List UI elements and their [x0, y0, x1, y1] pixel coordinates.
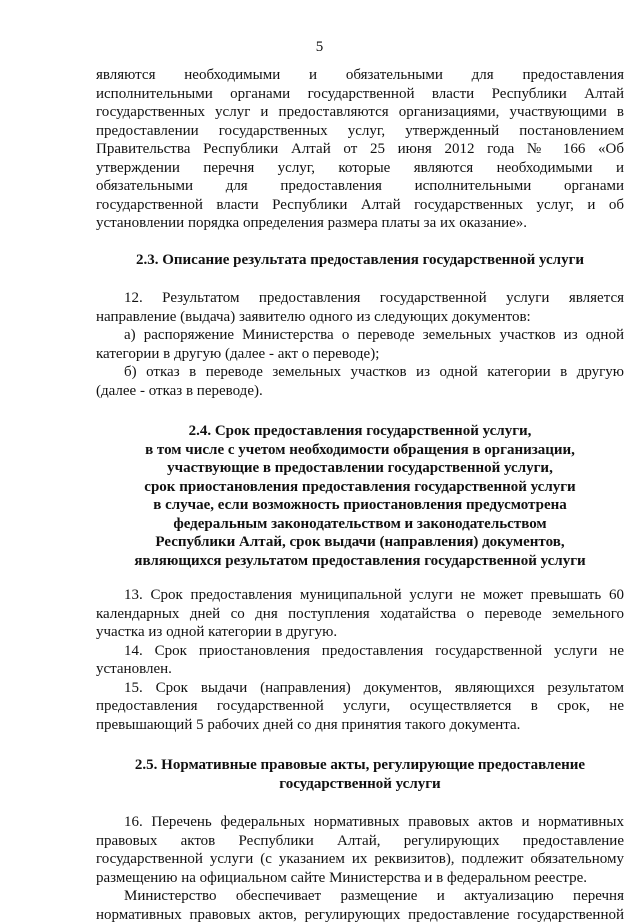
text-line: государственных услуг и предоставляются организациями, участвующими в [96, 103, 624, 122]
heading-line: срок приостановления предоставления государственной услуги [96, 478, 624, 497]
section-2-3-body [96, 289, 624, 400]
section-heading-2-4 [96, 422, 624, 570]
text-line: правовых актов Республики Алтай, регулирующих предоставление [96, 832, 624, 851]
text-line: 16. Перечень федеральных нормативных правовых актов и нормативных [96, 813, 624, 832]
heading-line: в случае, если возможность приостановления предусмотрена [96, 496, 624, 515]
heading-line: 2.5. Нормативные правовые акты, регулирующие предоставление [96, 756, 624, 775]
intro-paragraph [96, 66, 624, 233]
section-2-4-body [96, 586, 624, 734]
text-line: календарных дней со дня поступления ходатайства о переводе земельного [96, 605, 624, 624]
text-line: б) отказ в переводе земельных участков из одной категории в другую [96, 363, 624, 382]
text-line: предоставления государственной услуги, осуществляется в срок, не [96, 697, 624, 716]
text-line: установлении порядка определения размера платы за их оказание». [96, 214, 624, 233]
text-line: 12. Результатом предоставления государственной услуги является [96, 289, 624, 308]
heading-line: 2.3. Описание результата предоставления государственной услуги [96, 251, 624, 270]
text-line: превышающий 5 рабочих дней со дня принятия такого документа. [96, 716, 624, 735]
text-line: (далее - отказ в переводе). [96, 382, 624, 401]
heading-line: Республики Алтай, срок выдачи (направления) документов, [96, 533, 624, 552]
text-line: размещению на официальном сайте Министерства и в федеральном реестре. [96, 869, 624, 888]
heading-line: федеральным законодательством и законодательством [96, 515, 624, 534]
heading-line: участвующие в предоставлении государственной услуги, [96, 459, 624, 478]
text-line: 14. Срок приостановления предоставления государственной услуги не [96, 642, 624, 661]
heading-line: 2.4. Срок предоставления государственной услуги, [96, 422, 624, 441]
section-2-5-body [96, 813, 624, 924]
text-line: являются необходимыми и обязательными для предоставления [96, 66, 624, 85]
page-number: 5 [0, 38, 639, 56]
text-line: утверждении перечня услуг, которые являются необходимыми и [96, 159, 624, 178]
text-line: предоставлении государственных услуг, утвержденный постановлением [96, 122, 624, 141]
text-line: категории в другую (далее - акт о переводе); [96, 345, 624, 364]
text-line: 15. Срок выдачи (направления) документов, являющихся результатом [96, 679, 624, 698]
heading-line: государственной услуги [96, 775, 624, 794]
text-line: нормативных правовых актов, регулирующих предоставление государственной [96, 906, 624, 924]
text-line: а) распоряжение Министерства о переводе земельных участков из одной [96, 326, 624, 345]
text-line: установлен. [96, 660, 624, 679]
heading-line: в том числе с учетом необходимости обращения в организации, [96, 441, 624, 460]
section-heading-2-5 [96, 756, 624, 793]
text-line: Министерство обеспечивает размещение и актуализацию перечня [96, 887, 624, 906]
text-line: Правительства Республики Алтай от 25 июня 2012 года № 166 «Об [96, 140, 624, 159]
text-line: направление (выдача) заявителю одного из следующих документов: [96, 308, 624, 327]
text-line: 13. Срок предоставления муниципальной услуги не может превышать 60 [96, 586, 624, 605]
text-line: государственной власти Республики Алтай государственных услуг, и об [96, 196, 624, 215]
text-line: участка из одной категории в другую. [96, 623, 624, 642]
text-line: исполнительными органами государственной власти Республики Алтай [96, 85, 624, 104]
heading-line: являющихся результатом предоставления государственной услуги [96, 552, 624, 571]
page-content [96, 66, 624, 924]
section-heading-2-3 [96, 251, 624, 270]
text-line: обязательными для предоставления исполнительными органами [96, 177, 624, 196]
text-line: государственной услуги (с указанием их реквизитов), подлежит обязательному [96, 850, 624, 869]
